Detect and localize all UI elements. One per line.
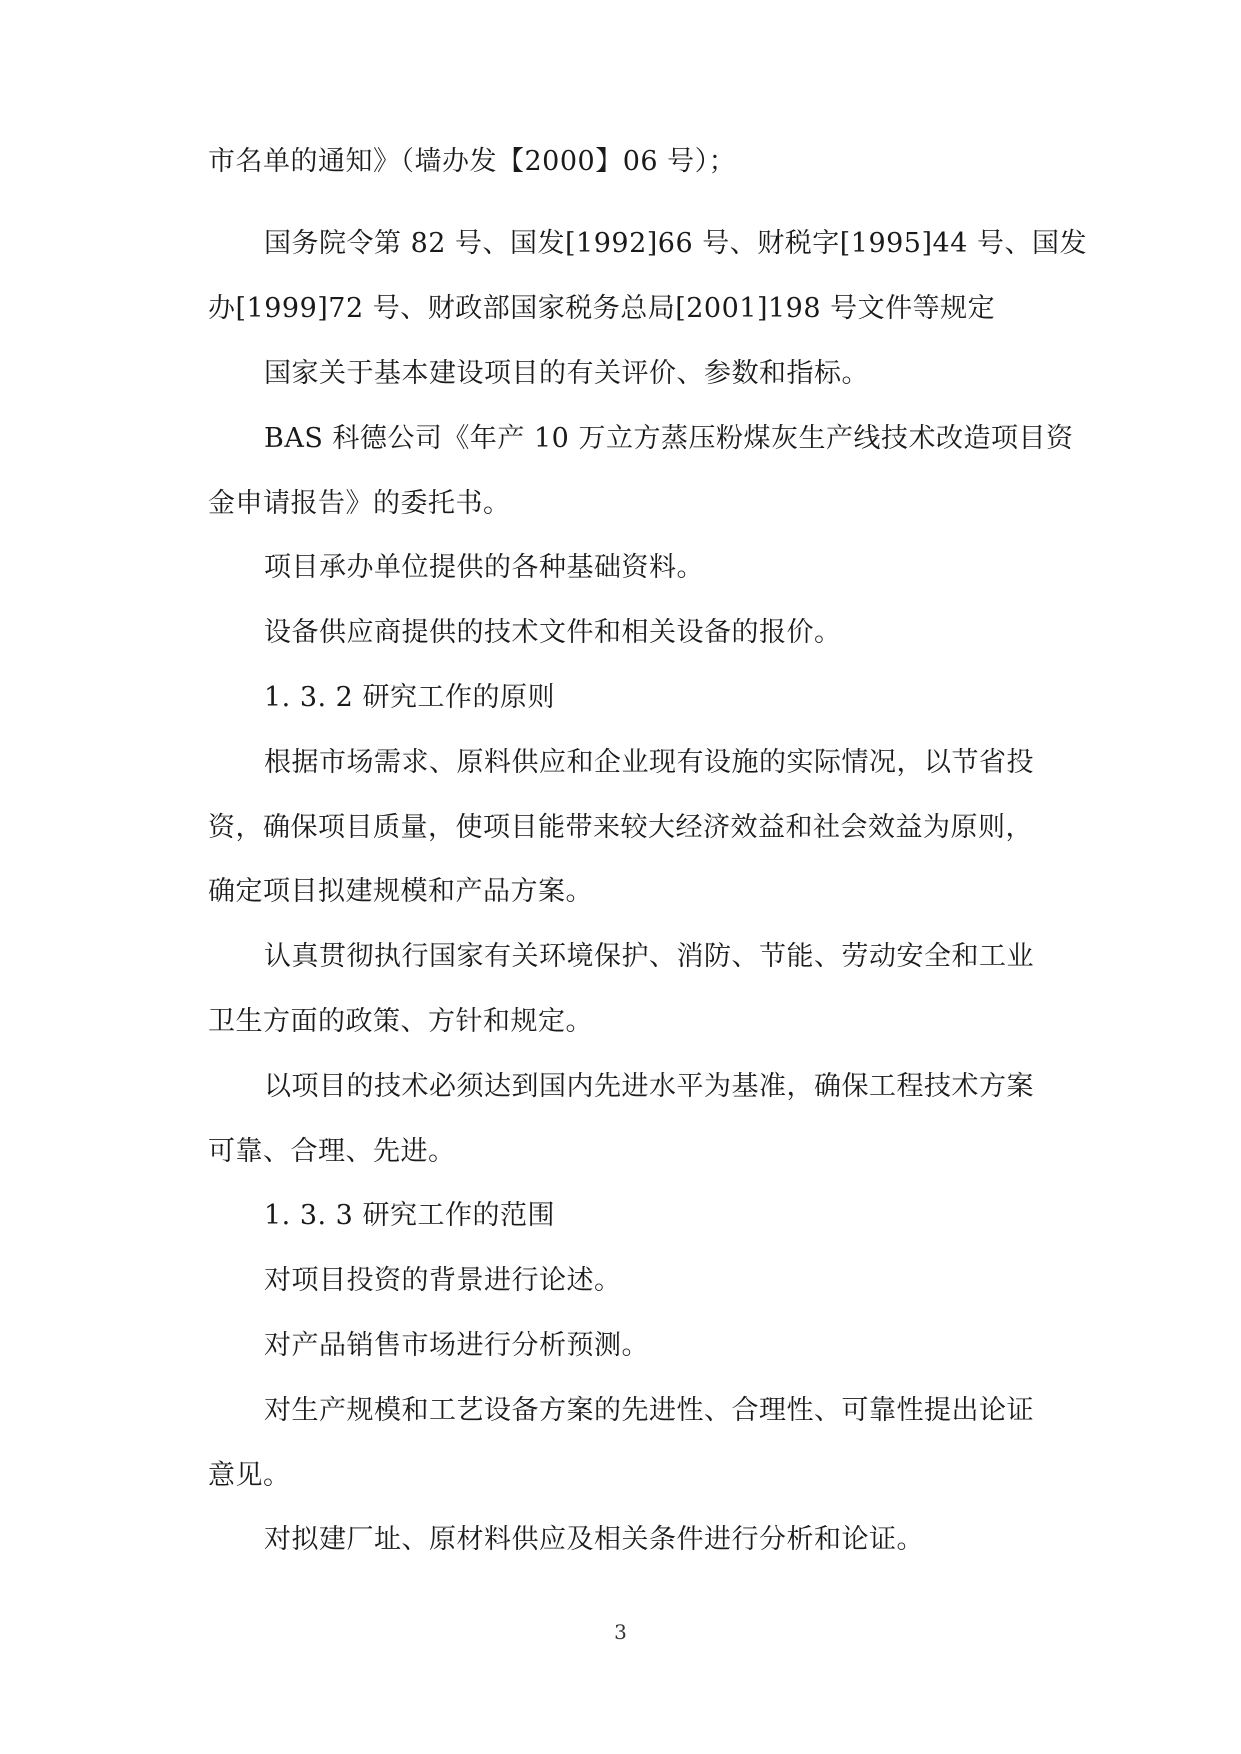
- text-line: 对生产规模和工艺设备方案的先进性、合理性、可靠性提出论证: [264, 1395, 1034, 1426]
- text-line: 资，确保项目质量，使项目能带来较大经济效益和社会效益为原则，: [208, 812, 1033, 843]
- text-line: BAS 科德公司《年产 10 万立方蒸压粉煤灰生产线技术改造项目资: [264, 423, 1074, 454]
- text-line: 认真贯彻执行国家有关环境保护、消防、节能、劳动安全和工业: [264, 941, 1034, 972]
- section-heading: 1. 3. 2 研究工作的原则: [264, 682, 555, 713]
- text-line: 项目承办单位提供的各种基础资料。: [264, 552, 704, 583]
- text-line: 国家关于基本建设项目的有关评价、参数和指标。: [264, 358, 869, 389]
- text-line: 对产品销售市场进行分析预测。: [264, 1330, 649, 1361]
- text-line: 国务院令第 82 号、国发[1992]66 号、财税字[1995]44 号、国发: [264, 228, 1087, 259]
- section-heading: 1. 3. 3 研究工作的范围: [264, 1200, 555, 1231]
- text-line: 卫生方面的政策、方针和规定。: [208, 1006, 593, 1037]
- page-number: 3: [614, 1620, 627, 1644]
- text-line: 金申请报告》的委托书。: [208, 488, 511, 519]
- text-line: 确定项目拟建规模和产品方案。: [208, 876, 593, 907]
- text-line: 意见。: [208, 1460, 291, 1491]
- text-line: 根据市场需求、原料供应和企业现有设施的实际情况，以节省投: [264, 747, 1034, 778]
- text-line: 对项目投资的背景进行论述。: [264, 1265, 622, 1296]
- text-line: 可靠、合理、先进。: [208, 1136, 456, 1167]
- text-line: 设备供应商提供的技术文件和相关设备的报价。: [264, 617, 842, 648]
- text-line: 对拟建厂址、原材料供应及相关条件进行分析和论证。: [264, 1524, 924, 1555]
- text-line: 以项目的技术必须达到国内先进水平为基准，确保工程技术方案: [264, 1071, 1034, 1102]
- text-line: 办[1999]72 号、财政部国家税务总局[2001]198 号文件等规定: [208, 293, 996, 324]
- text-line: 市名单的通知》（墙办发【2000】06 号）；: [208, 146, 737, 177]
